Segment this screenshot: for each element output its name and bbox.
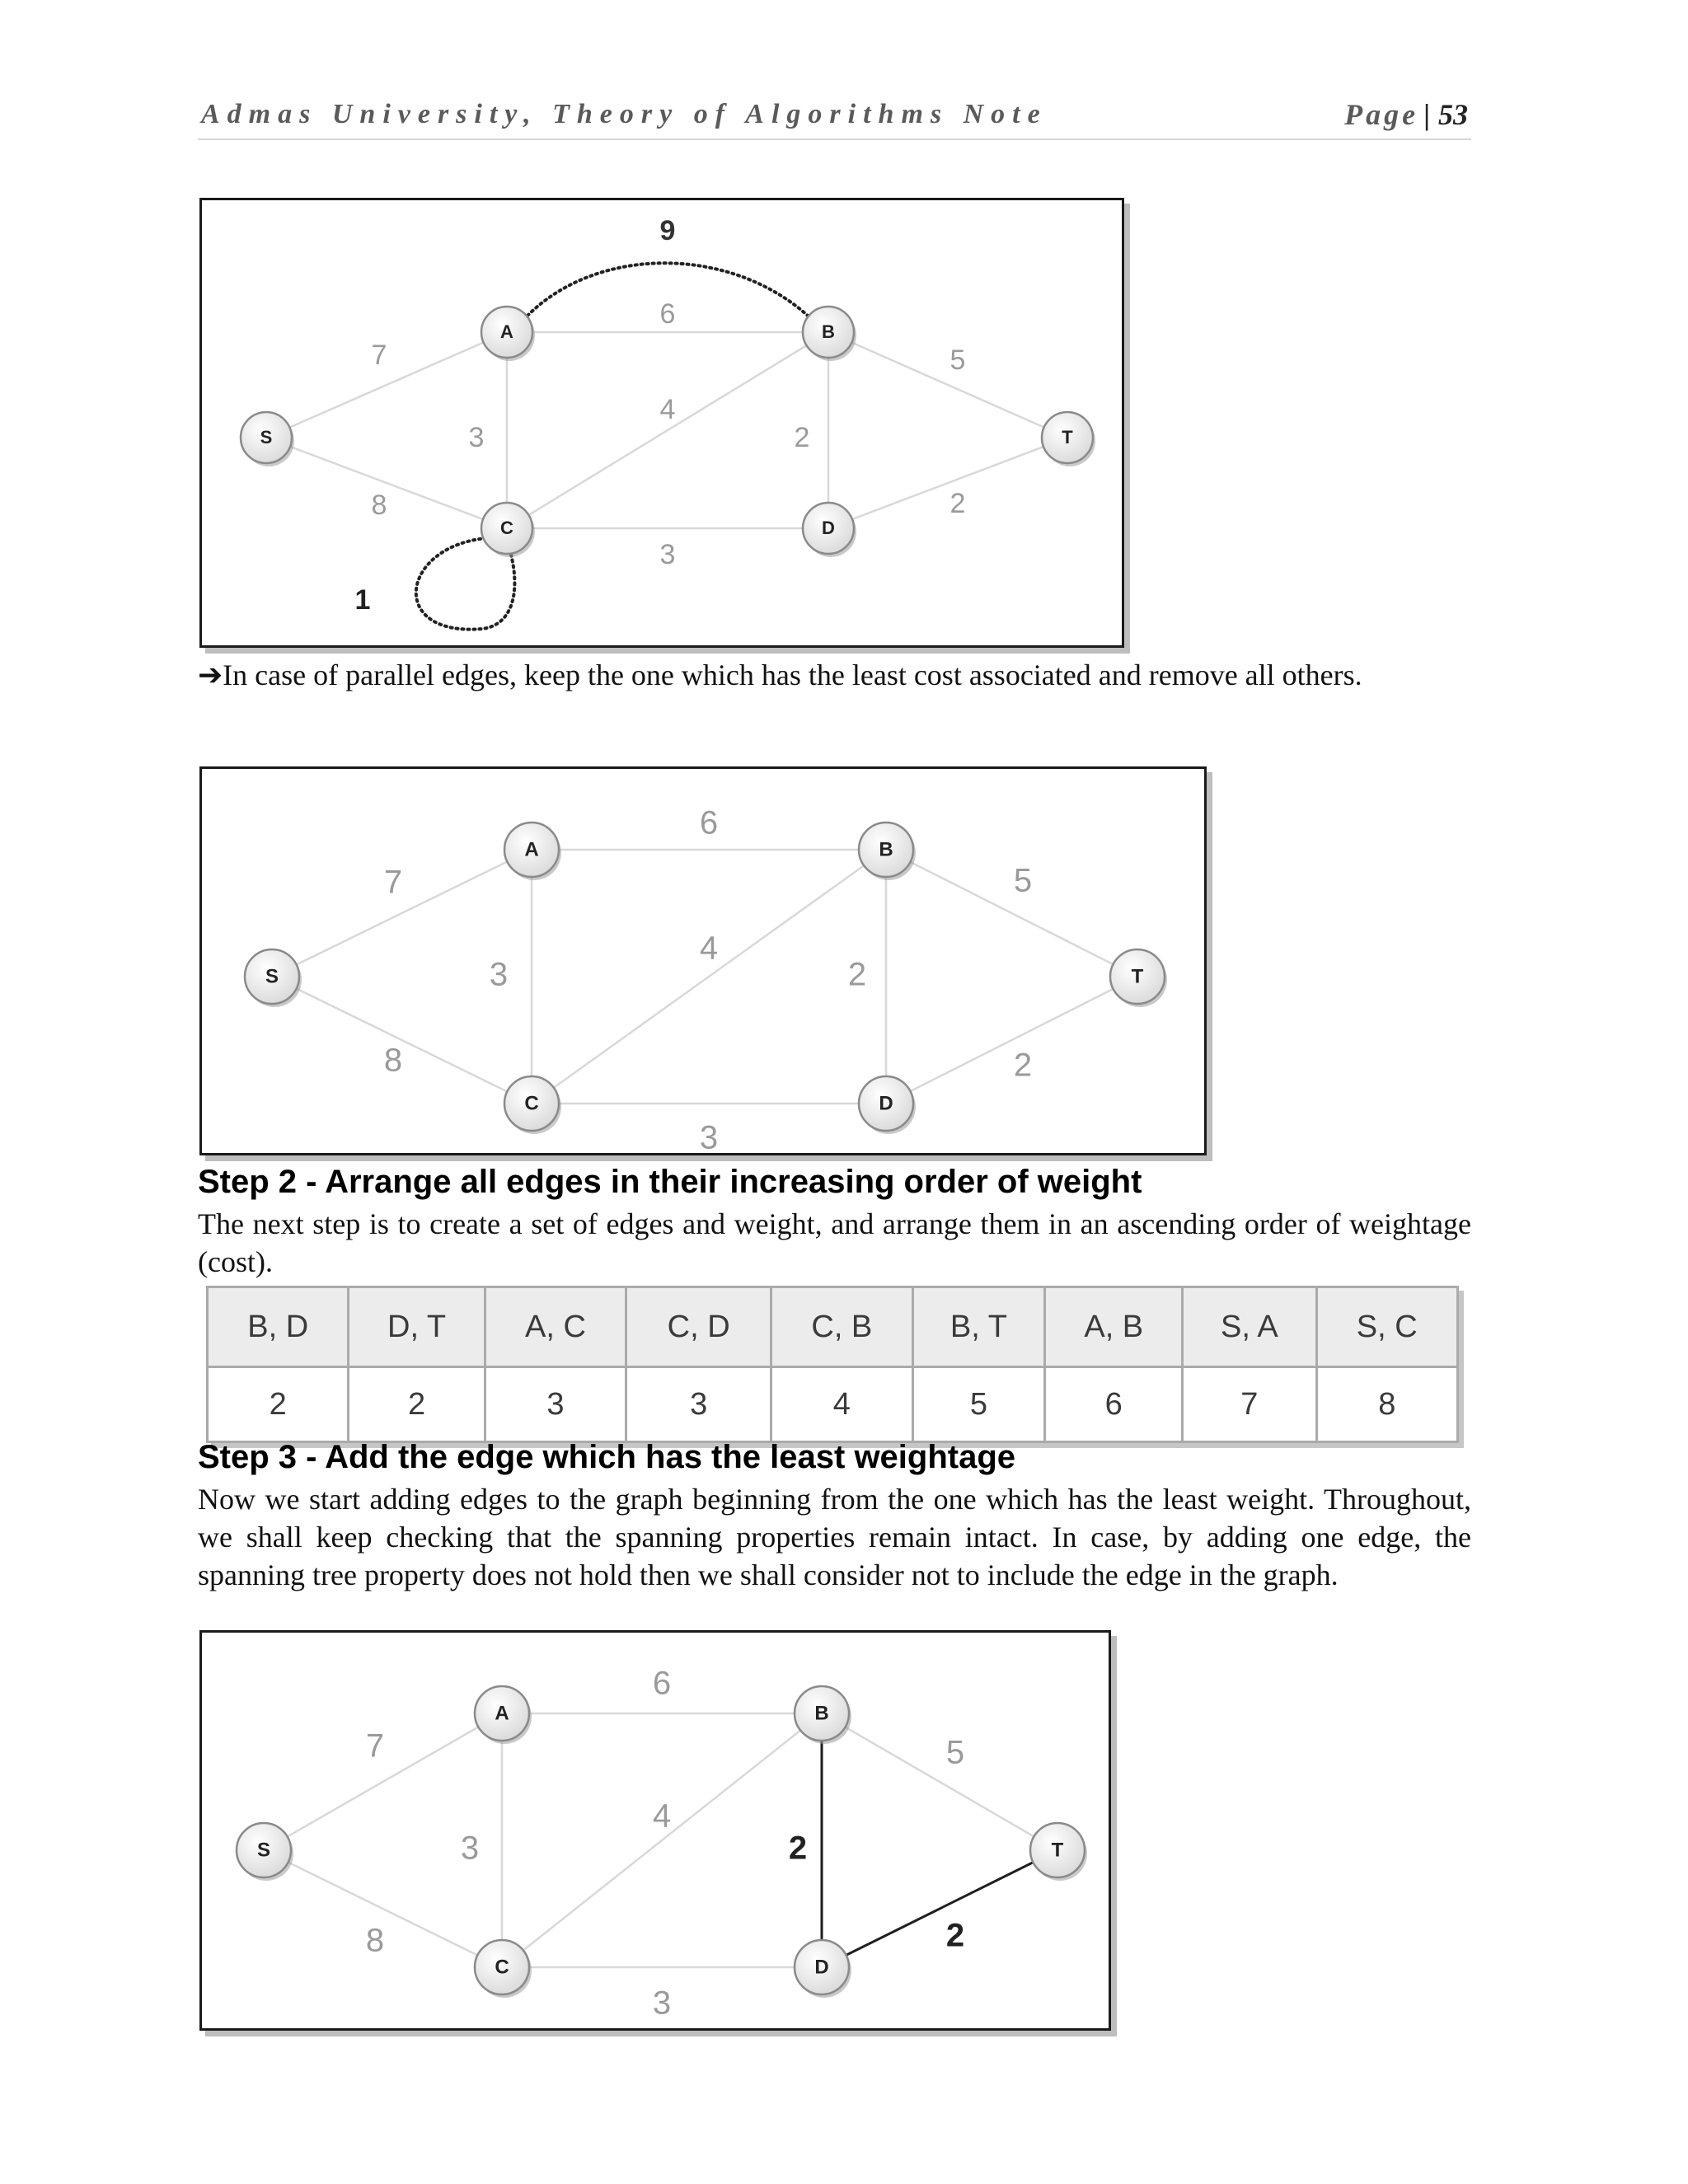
page-header: [198, 97, 1471, 140]
weight-cell: 4: [771, 1367, 912, 1442]
edge-d-t: [828, 438, 1067, 528]
edge-weight-label: 7: [371, 339, 387, 371]
edge-name-row: [208, 1287, 1458, 1367]
edge-weight-label: 3: [489, 956, 509, 993]
edge-weight-label: 6: [659, 298, 676, 330]
edge-weight-label: 2: [847, 956, 867, 993]
edge-weight-label: 5: [1013, 862, 1033, 899]
edge-cell: D, T: [349, 1287, 485, 1367]
node-label: D: [822, 517, 835, 538]
node-label: A: [500, 321, 513, 342]
parallel-edge-note: [198, 656, 1471, 695]
edge-weight-label: 7: [383, 864, 403, 901]
edge-weight-label: 5: [945, 1734, 965, 1771]
edge-weight-row: [208, 1367, 1458, 1442]
edge-weight-label: 2: [788, 1830, 808, 1867]
weight-cell: 8: [1316, 1367, 1457, 1442]
header-title: Admas University, Theory of Algorithms Note: [201, 99, 1048, 129]
edge-weight-label: 8: [383, 1042, 403, 1079]
edge-weight-label: 2: [945, 1917, 965, 1954]
edge-weight-label: 5: [950, 344, 966, 376]
weight-cell: 7: [1183, 1367, 1316, 1442]
edge-weight-label: 3: [699, 1119, 719, 1153]
edge-c-b: [502, 1713, 822, 1967]
graph-figure-step3-svg: [202, 1633, 1109, 2028]
edge-weight-label: 2: [1013, 1047, 1033, 1084]
edge-c-b: [532, 850, 886, 1104]
node-label: T: [1062, 426, 1073, 448]
node-label: S: [265, 965, 279, 988]
node-label: S: [256, 1839, 271, 1862]
node-label: B: [822, 321, 835, 342]
edge-cell: S, C: [1316, 1287, 1457, 1367]
node-label: C: [500, 517, 513, 538]
edge-cell: B, D: [208, 1287, 349, 1367]
graph-figure-step3: [199, 1630, 1111, 2031]
edge-weight-label: 3: [468, 421, 485, 453]
edge-weight-label: 3: [659, 538, 676, 570]
weight-cell: 3: [626, 1367, 771, 1442]
edge-s-c: [272, 977, 532, 1104]
edge-c-b: [507, 332, 828, 528]
weight-cell: 2: [208, 1367, 349, 1442]
edge-weight-label: 8: [371, 489, 387, 521]
edge-weight-table: [206, 1286, 1459, 1443]
header-page: Page | 53: [1344, 98, 1468, 131]
node-label: A: [495, 1702, 509, 1725]
edge-weight-label: 4: [659, 393, 676, 425]
node-label: T: [1051, 1839, 1064, 1862]
edge-cell: C, B: [771, 1287, 912, 1367]
parallel-edge-weight: 9: [659, 215, 676, 246]
node-label: D: [879, 1092, 893, 1115]
edge-weight-label: 6: [652, 1665, 672, 1702]
node-label: C: [495, 1956, 509, 1979]
edge-weight-label: 4: [699, 930, 719, 967]
weight-cell: 5: [912, 1367, 1045, 1442]
step3-text: Now we start adding edges to the graph beginning from the one which has the least weight. Throughout, we shall keep checking that the spanning properties remain intact. In case, by adding one edge, the spanning tree property does not hold then we shall consider not to include the edge in the graph.: [198, 1483, 1471, 1591]
edge-b-t: [886, 850, 1137, 977]
edge-d-t: [886, 977, 1137, 1104]
weight-cell: 2: [349, 1367, 485, 1442]
edge-b-t: [822, 1713, 1057, 1850]
edge-weight-label: 2: [950, 487, 966, 519]
step3-heading: Step 3 - Add the edge which has the least weightage: [198, 1439, 1016, 1475]
node-label: B: [814, 1702, 829, 1725]
edge-weight-label: 4: [652, 1797, 672, 1835]
note-text: In case of parallel edges, keep the one which has the least cost associated and remove all others.: [223, 658, 1362, 691]
step2-heading: Step 2 - Arrange all edges in their increasing order of weight: [198, 1164, 1142, 1200]
edge-cell: A, C: [485, 1287, 626, 1367]
weight-cell: 3: [485, 1367, 626, 1442]
edge-weight-label: 3: [652, 1985, 672, 2022]
graph-figure-original-svg: [202, 200, 1122, 645]
edge-weight-label: 3: [460, 1830, 480, 1867]
node-label: T: [1131, 965, 1144, 988]
node-label: A: [524, 838, 539, 861]
self-loop-weight: 1: [354, 584, 371, 616]
edge-d-t: [822, 1850, 1057, 1967]
step2-text: The next step is to create a set of edges and weight, and arrange them in an ascending order of weightage (cost).: [198, 1207, 1471, 1278]
graph-figure-cleaned: [199, 766, 1207, 1155]
node-label: C: [524, 1092, 539, 1115]
graph-figure-original: [199, 198, 1124, 648]
edge-cell: S, A: [1183, 1287, 1316, 1367]
edge-cell: A, B: [1045, 1287, 1183, 1367]
node-label: S: [260, 426, 273, 448]
edge-weight-label: 2: [794, 421, 810, 453]
edge-weight-label: 7: [365, 1727, 385, 1765]
edge-b-t: [828, 332, 1067, 438]
edge-cell: B, T: [912, 1287, 1045, 1367]
edge-weight-label: 6: [699, 804, 719, 841]
note-arrow-icon: ➔: [198, 658, 223, 692]
node-label: B: [879, 838, 893, 861]
weight-cell: 6: [1045, 1367, 1183, 1442]
header-page-number: 53: [1438, 98, 1468, 131]
graph-figure-cleaned-svg: [202, 769, 1204, 1153]
header-page-label: Page: [1344, 98, 1419, 131]
edge-weight-label: 8: [365, 1922, 385, 1959]
edge-cell: C, D: [626, 1287, 771, 1367]
node-label: D: [814, 1956, 829, 1979]
